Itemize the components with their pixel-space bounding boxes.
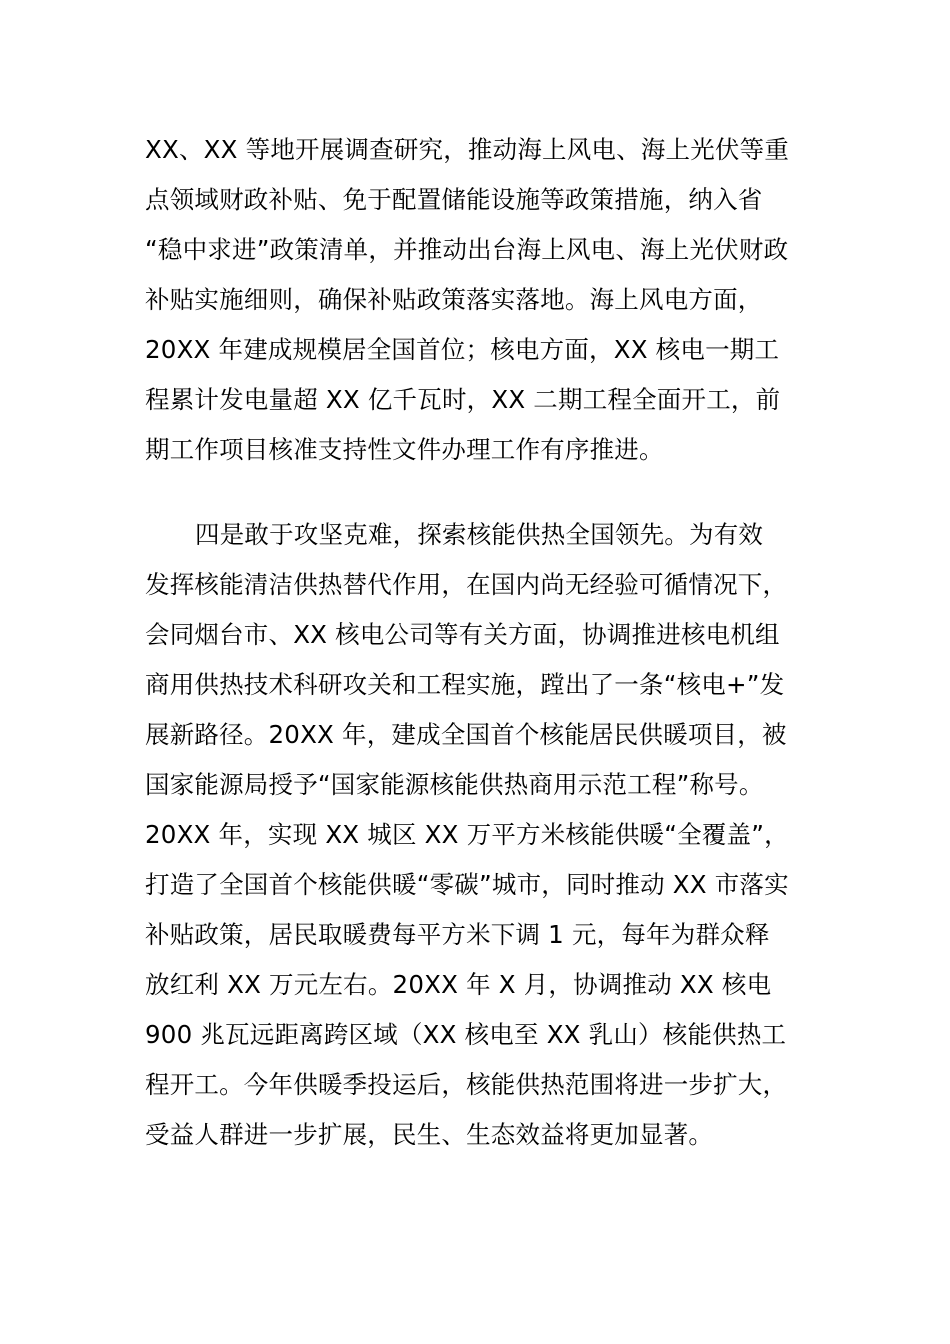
text-line: 点领域财政补贴、免于配置储能设施等政策措施，纳入省 xyxy=(145,185,763,214)
text-line: “稳中求进”政策清单，并推动出台海上风电、海上光伏财政 xyxy=(145,235,789,264)
text-line: 国家能源局授予“国家能源核能供热商用示范工程”称号。 xyxy=(145,770,764,799)
text-line: 发挥核能清洁供热替代作用，在国内尚无经验可循情况下， xyxy=(145,570,788,599)
text-line: XX、XX 等地开展调查研究，推动海上风电、海上光伏等重 xyxy=(145,135,790,164)
text-line: 期工作项目核准支持性文件办理工作有序推进。 xyxy=(145,435,664,464)
text-line: 程开工。今年供暖季投运后，核能供热范围将进一步扩大， xyxy=(145,1070,788,1099)
text-line: 受益人群进一步扩展，民生、生态效益将更加显著。 xyxy=(145,1120,714,1149)
text-line: 会同烟台市、XX 核电公司等有关方面，协调推进核电机组 xyxy=(145,620,780,649)
text-line: 放红利 XX 万元左右。20XX 年 X 月，协调推动 XX 核电 xyxy=(145,970,772,999)
text-line: 补贴实施细则，确保补贴政策落实落地。海上风电方面， xyxy=(145,285,763,314)
text-line: 商用供热技术科研攻关和工程实施，蹚出了一条“核电+”发 xyxy=(145,670,785,699)
text-line: 展新路径。20XX 年，建成全国首个核能居民供暖项目，被 xyxy=(145,720,787,749)
text-line: 20XX 年建成规模居全国首位；核电方面，XX 核电一期工 xyxy=(145,335,780,364)
text-line: 补贴政策，居民取暖费每平方米下调 1 元，每年为群众释 xyxy=(145,920,770,949)
text-line: 20XX 年，实现 XX 城区 XX 万平方米核能供暖“全覆盖”， xyxy=(145,820,789,849)
text-line: 900 兆瓦远距离跨区域（XX 核电至 XX 乳山）核能供热工 xyxy=(145,1020,787,1049)
text-line: 打造了全国首个核能供暖“零碳”城市，同时推动 XX 市落实 xyxy=(145,870,789,899)
text-line: 四是敢于攻坚克难，探索核能供热全国领先。为有效 xyxy=(195,520,764,549)
text-line: 程累计发电量超 XX 亿千瓦时，XX 二期工程全面开工，前 xyxy=(145,385,781,414)
